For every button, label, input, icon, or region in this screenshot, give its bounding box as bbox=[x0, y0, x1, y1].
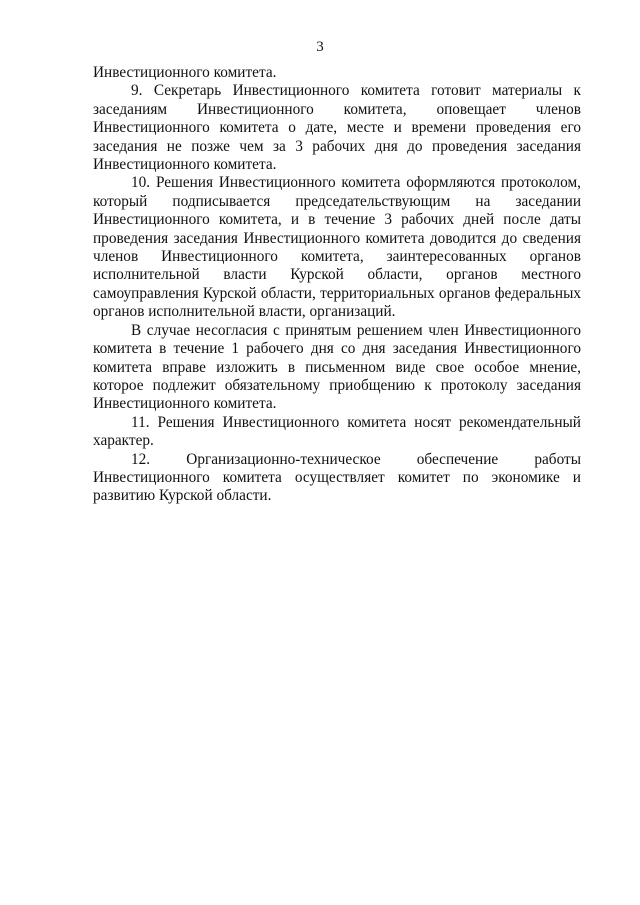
paragraph-item-10: 10. Решения Инвестиционного комитета оформляются протоколом, который подписывается председательствующим на заседании Инвестиционного комитета, и в течение 3 рабочих дней после даты проведения заседания Инвестиционного комитета доводится до сведения членов Инвестиционного комитета, заинтересованных органов исполнительной власти Курской области, органов местного самоуправления Курской области, территориальных органов федеральных органов исполнительной власти, организаций. bbox=[93, 174, 581, 321]
document-body bbox=[93, 64, 581, 506]
paragraph-continuation: Инвестиционного комитета. bbox=[93, 64, 277, 81]
paragraph-item-9: 9. Секретарь Инвестиционного комитета готовит материалы к заседаниям Инвестиционного комитета, оповещает членов Инвестиционного комитета о дате, месте и времени проведения его заседания не позже чем за 3 рабочих дня до проведения заседания Инвестиционного комитета. bbox=[93, 82, 581, 174]
page-number: 3 bbox=[316, 39, 324, 55]
paragraph-item-11: 11. Решения Инвестиционного комитета носят рекомендательный характер. bbox=[93, 413, 581, 450]
paragraph-dissent: В случае несогласия с принятым решением член Инвестиционного комитета в течение 1 рабочего дня со дня заседания Инвестиционного комитета вправе изложить в письменном виде свое особое мнение, которое подлежит обязательному приобщению к протоколу заседания Инвестиционного комитета. bbox=[93, 321, 581, 413]
paragraph-item-12: 12. Организационно-техническое обеспечение работы Инвестиционного комитета осуществляет комитет по экономике и развитию Курской области. bbox=[93, 450, 581, 505]
